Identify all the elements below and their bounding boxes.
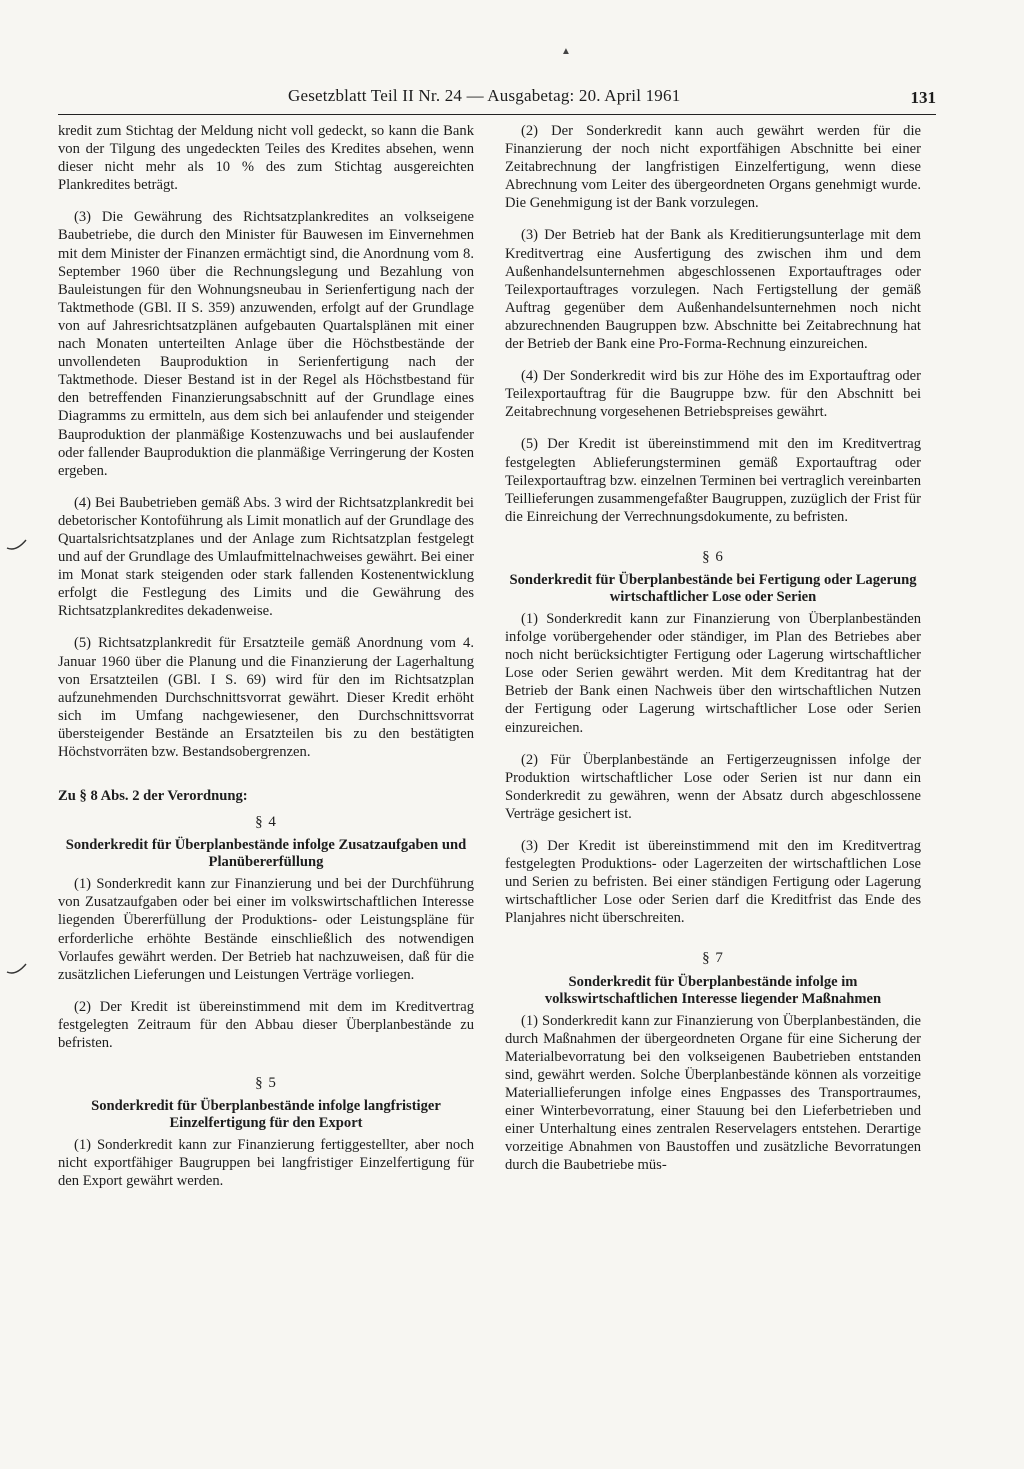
paragraph: kredit zum Stichtag der Meldung nicht voll gedeckt, so kann die Bank von der Tilgung des ungedeckten Teiles des Kredites absehen, wenn dieser nicht mehr als 10 % des zum Stichtag ausgereichten Plankredites beträgt. (58, 123, 474, 194)
section-title: Sonderkredit für Überplanbestände infolge im volkswirtschaftlichen Interesse liegender Maßnahmen (544, 973, 882, 1007)
section-number: § 6 (702, 548, 724, 565)
paragraph: (4) Bei Baubetrieben gemäß Abs. 3 wird der Richtsatzplankredit bei debetorischer Kontoführung als Limit monatlich auf der Grundlage des Quartalsrichtsatzplanes und der Anlage zum Richtsatzplan festgelegt und auf der Grundlage des Umlaufmittelnachweises gewährt. Bei einer im Monat stark steigenden oder stark fallenden Kostenentwicklung erfolgt die Festlegung des Limits und die Gewährung des Richtsatzplankredites dekadenweise. (58, 494, 474, 620)
paragraph: (2) Der Kredit ist übereinstimmend mit dem im Kreditvertrag festgelegten Zeitraum für den Abbau dieser Überplanbestände zu befristen. (58, 998, 474, 1052)
paragraph: (1) Sonderkredit kann zur Finanzierung von Überplanbeständen infolge vorübergehender oder ständiger, im Plan des Betriebes aber noch nicht berücksichtigter Fertigung oder Lagerung wirtschaftlicher Lose oder Serien gewährt werden. Mit dem Kreditantrag hat der Betrieb der Bank einen Nachweis über den wirtschaftlichen Nutzen der Fertigung oder Lagerung wirtschaftlicher Lose oder Serien einzureichen. (505, 610, 921, 736)
paragraph: (3) Der Kredit ist übereinstimmend mit den im Kreditvertrag festgelegten Produktions- oder Lagerzeiten der wirtschaftlichen Lose und Serien zu befristen. Bei einer ständigen Fertigung oder Lagerung wirtschaftlicher Lose oder Serien darf die Kreditfrist das Ende des Planjahres nicht überschreiten. (505, 838, 921, 927)
paragraph: (4) Der Sonderkredit wird bis zur Höhe des im Exportauftrag oder Teilexportauftrag für die Baugruppe bzw. für den Abschnitt bei Zeitabrechnung vorgesehenen Betriebspreises gewährt. (505, 368, 921, 421)
paragraph: (5) Richtsatzplankredit für Ersatzteile gemäß Anordnung vom 4. Januar 1960 über die Planung und die Finanzierung der Lagerhaltung von Ersatzteilen (GBl. I S. 69) wird für den im Richtsatzplan aufzunehmenden Durchschnittsvorrat gewährt. Dieser Kredit erhöht sich im Umfang nachgewiesener, den Durchschnittsvorrat übersteigender Bestände an Ersatzteilen bis zu den bestätigten Höchstvorräten bzw. Bestandsobergrenzen. (58, 635, 474, 760)
page-header (58, 84, 936, 115)
paragraph: (3) Der Betrieb hat der Bank als Kreditierungsunterlage mit dem Kreditvertrag eine Ausfertigung des zwischen ihm und dem Außenhandelsunternehmen abgeschlossenen Exportauftrages oder Teilexportauftrages vorzulegen. Nach Fertigstellung der gemäß Auftrag gegenüber dem Außenhandelsunternehmen noch nicht abzurechnenden Baugruppen bzw. Abschnitte bei Zeitabrechnung hat der Betrieb der Bank eine Pro-Forma-Rechnung einzureichen. (505, 227, 921, 353)
page-number: 131 (910, 88, 936, 107)
section-number: § 4 (255, 814, 277, 831)
margin-tick-mark (6, 538, 28, 552)
paragraph: (2) Der Sonderkredit kann auch gewährt werden für die Finanzierung der noch nicht exportfähigen Abschnitte bei einer Zeitabrechnung der langfristigen Einzelfertigung, wenn diese Abrechnung vom Leiter des übergeordneten Organs genehmigt wurde. Die Genehmigung ist der Bank vorzulegen. (505, 123, 921, 212)
margin-tick-mark (6, 962, 28, 976)
paragraph: (1) Sonderkredit kann zur Finanzierung fertiggestellter, aber noch nicht exportfähiger Baugruppen bei langfristiger Einzelfertigung für den Export gewährt werden. (58, 1137, 474, 1190)
paragraph: (1) Sonderkredit kann zur Finanzierung und bei der Durchführung von Zusatzaufgaben oder bei einer im volkswirtschaftlichen Interesse liegenden Übererfüllung der Produktions- oder Leistungspläne für erforderliche erhöhte Bestände einschließlich des notwendigen Vorlaufes gewährt werden. Der Betrieb hat nachzuweisen, daß für die zusätzlichen Lieferungen und Leistungen Verträge vorliegen. (58, 876, 474, 983)
section-number: § 7 (702, 950, 724, 967)
paragraph: (1) Sonderkredit kann zur Finanzierung von Überplanbeständen, die durch Maßnahmen der übergeordneten Organe für eine Sicherung der Materialbevorratung bei den volkseigenen Baubetrieben entstanden sind, gewährt werden. Solche Überplanbestände können als vorzeitige Materiallieferungen infolge eines Engpasses des Transportraumes, einer Winterbevorratung, einer Stauung bei den Lieferbetrieben und einer Unterhaltung eines zentralen Reservelagers entstehen. Derartige vorzeitige Abnahmen von Baustoffen und zusätzliche Bevorratungen durch die Baubetriebe müs- (505, 1012, 921, 1174)
section-title: Sonderkredit für Überplanbestände bei Fertigung oder Lagerung wirtschaftlicher Lose oder Serien (509, 571, 917, 605)
right-column (505, 122, 921, 1188)
paragraph: (3) Die Gewährung des Richtsatzplankredites an volkseigene Baubetriebe, die durch den Minister für Bauwesen im Einvernehmen mit dem Minister der Finanzen ermächtigt sind, die Anordnung vom 8. September 1960 über die Rechnungslegung und Bezahlung von Bauleistungen für den Wohnungsneubau in Serienfertigung nach der Taktmethode (GBl. II S. 359) anzuwenden, erfolgt auf der Grundlage von auf Jahresrichtsatzplänen aufgebauten Quartalsplänen mit einer nach Monaten unterteilten Anlage über die Höchstbestände der unvollendeten Bauproduktion in Serienfertigung nach der Taktmethode. Dieser Bestand ist in der Regel als Höchstbestand für den betreffenden Finanzierungsabschnitt auf der Grundlage eines Diagramms zu ermitteln, aus dem sich bei anlaufender und steigender Bauproduktion der planmäßige Kostenzuwachs und bei auslaufender oder fallender Bauproduktion die planmäßige Verringerung der Kosten ergeben. (58, 209, 474, 479)
paragraph: (5) Der Kredit ist übereinstimmend mit den im Kreditvertrag festgelegten Ablieferungsterminen gemäß Exportauftrag oder Teilexportauftrag bzw. einzelnen Terminen bei vertraglich vereinbarten Teillieferungen zusammengefaßter Baugruppen, zuzüglich der Frist für die Einreichung der Verrechnungsdokumente, zu befristen. (505, 436, 921, 525)
section-number: § 5 (255, 1075, 277, 1092)
paragraph: (2) Für Überplanbestände an Fertigerzeugnissen infolge der Produktion wirtschaftlicher Lose oder Serien ist nur dann ein Sonderkredit zu gewähren, wenn der Absatz durch abgeschlossene Verträge gesichert ist. (505, 751, 921, 822)
left-column (58, 122, 474, 1205)
regulation-reference-heading: Zu § 8 Abs. 2 der Verordnung: (58, 788, 248, 805)
header-title: Gesetzblatt Teil II Nr. 24 — Ausgabetag: 20. April 1961 (288, 86, 681, 105)
section-title: Sonderkredit für Überplanbestände infolge Zusatzaufgaben und Planübererfüllung (65, 837, 467, 871)
section-title: Sonderkredit für Überplanbestände infolge langfristiger Einzelfertigung für den Export (91, 1098, 441, 1132)
print-mark: ▲ (561, 46, 571, 57)
